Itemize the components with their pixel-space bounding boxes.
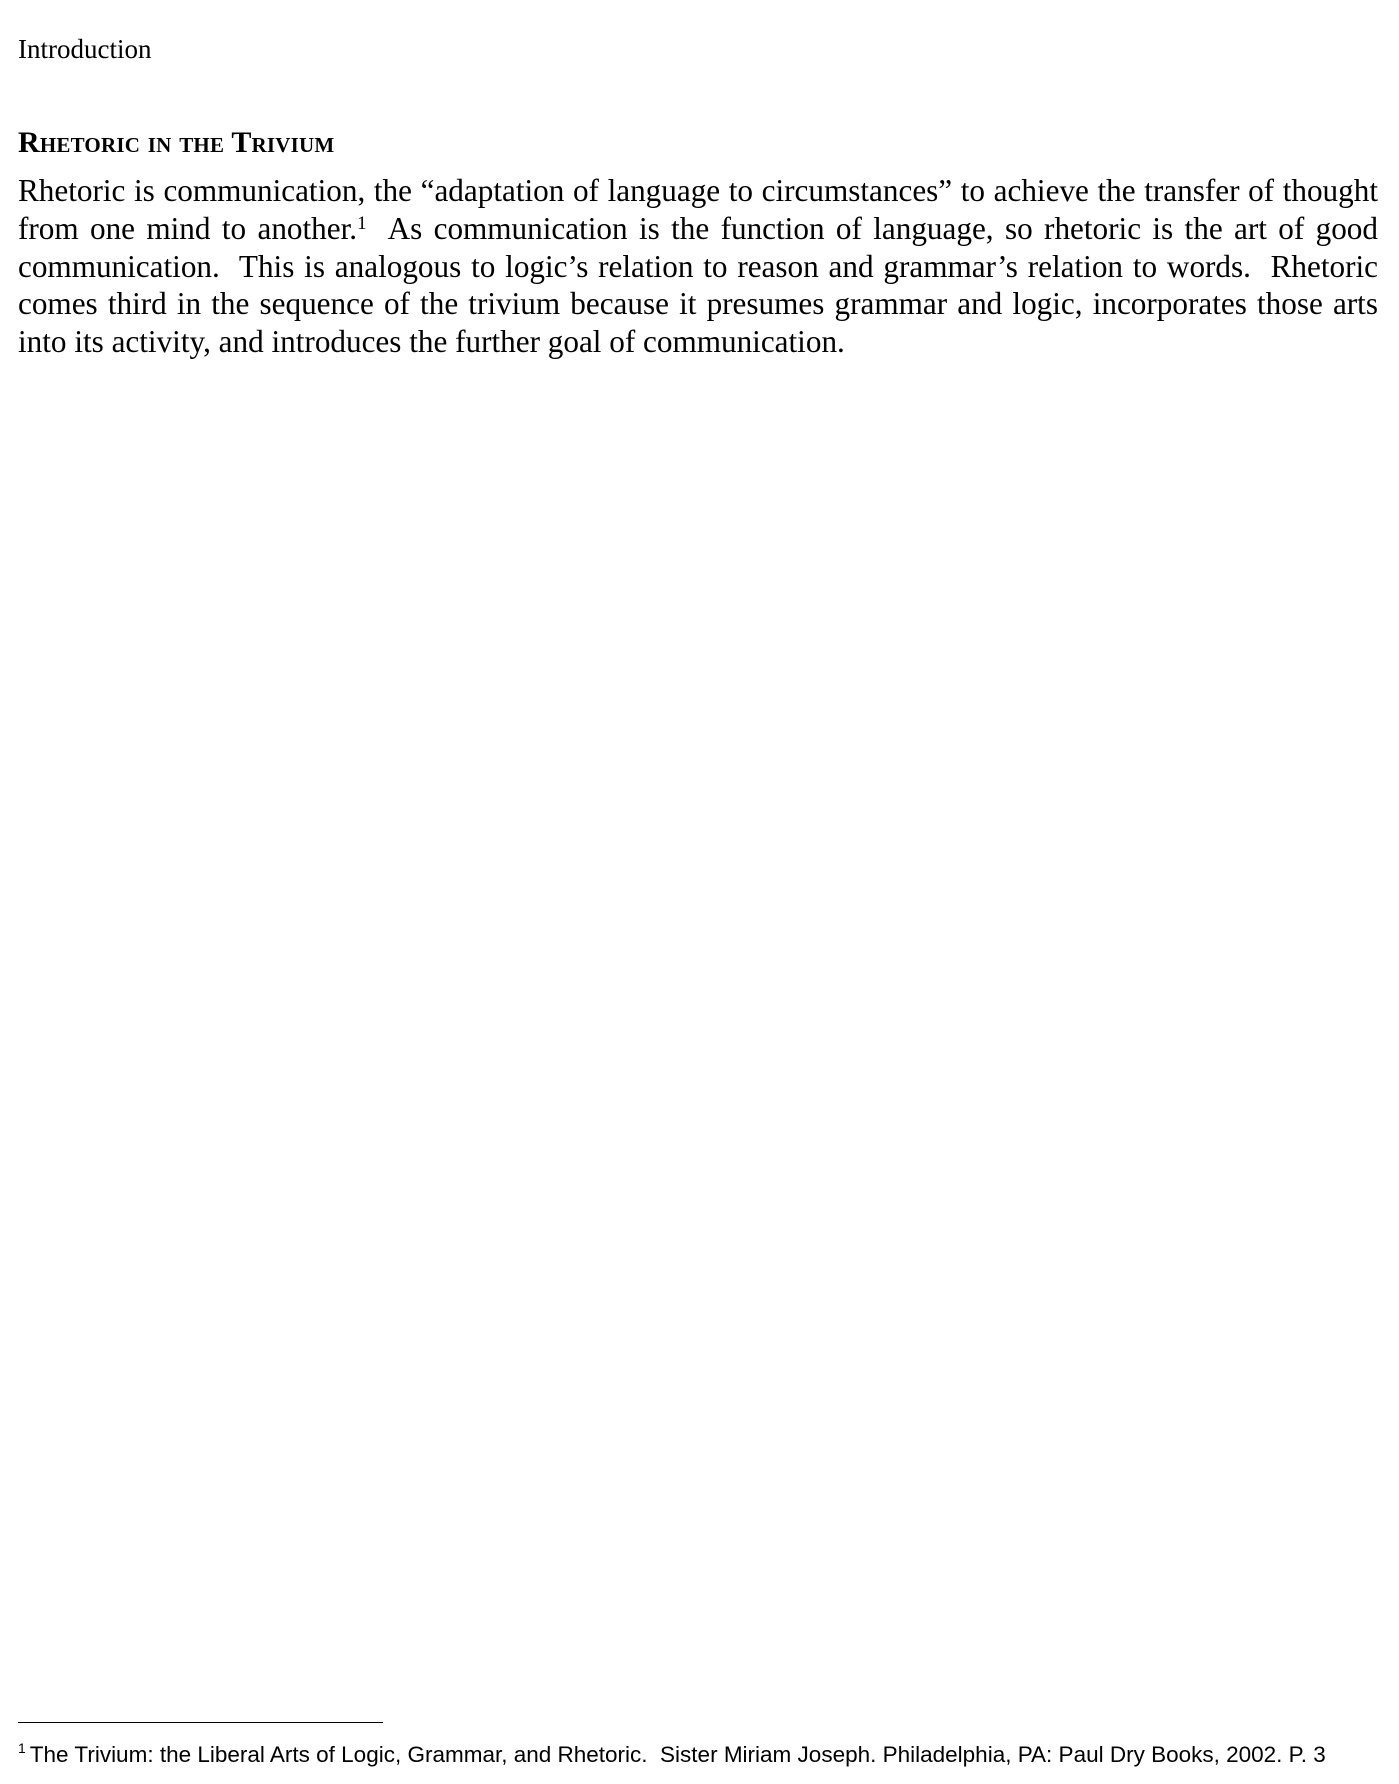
paragraph-text-part1: Rhetoric is communication, the “adaptation of language to circumstances” to achieve the transfer of thought from one mind to another. [18, 173, 1378, 246]
section-heading: Rhetoric in the Trivium [18, 126, 335, 159]
footnote-marker: 1 [18, 1740, 26, 1756]
footnote [18, 1741, 1326, 1769]
body-paragraph [18, 172, 1386, 361]
running-header: Introduction [18, 34, 152, 64]
paragraph-text-part2: As communication is the function of language, so rhetoric is the art of good communication. This is analogous to logic’s relation to reason and grammar’s relation to words. Rhetoric comes third in the sequence of the trivium because it presumes grammar and logic, incorporates those arts into its activity, and introduces the further goal of communication. [18, 210, 1386, 360]
footnote-separator [18, 1722, 383, 1723]
footnote-text: The Trivium: the Liberal Arts of Logic, Grammar, and Rhetoric. Sister Miriam Joseph. Philadelphia, PA: Paul Dry Books, 2002. P. 3 [29, 1742, 1326, 1767]
footnote-reference[interactable]: 1 [357, 212, 367, 234]
